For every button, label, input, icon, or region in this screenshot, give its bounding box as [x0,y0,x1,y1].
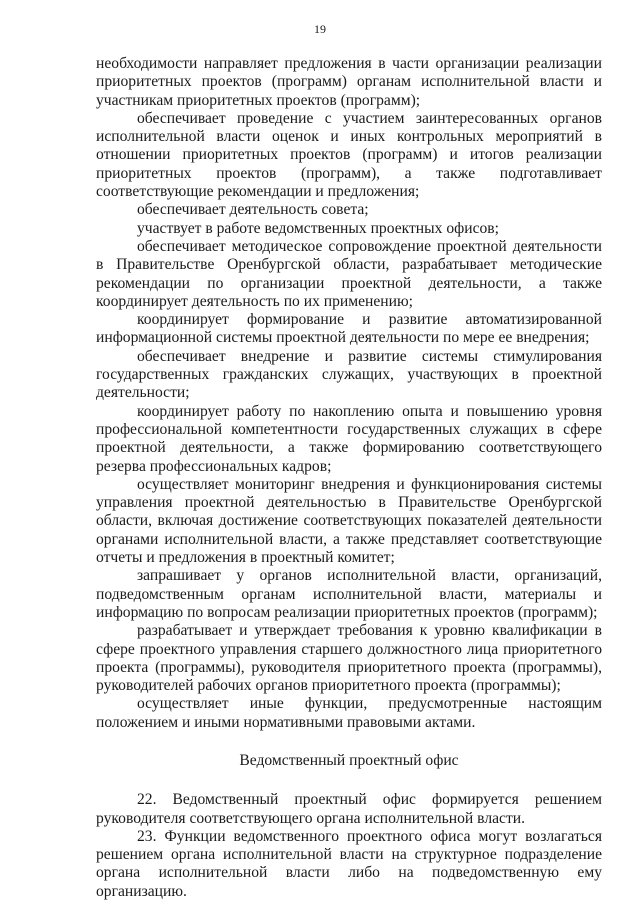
document-body [96,55,602,901]
body-paragraph: необходимости направляет предложения в части организации реализации приоритетных проектов (программ) органам исполнительной власти и участникам приоритетных проектов (программ); [96,55,602,109]
body-paragraph: запрашивает у органов исполнительной власти, организаций, подведомственным органам исполнительной власти, материалы и информацию по вопросам реализации приоритетных проектов (программ); [96,567,602,621]
body-paragraph: разрабатывает и утверждает требования к уровню квалификации в сфере проектного управления старшего должностного лица приоритетного проекта (программы), руководителя приоритетного проекта (программы), руководителей рабочих органов приоритетного проекта (программы); [96,622,602,695]
body-paragraph: 23. Функции ведомственного проектного офиса могут возлагаться решением органа исполнительной власти на структурное подразделение органа исполнительной власти либо на подведомственную ему организацию. [96,827,602,900]
body-paragraph: обеспечивает деятельность совета; [137,201,369,219]
body-paragraph: осуществляет мониторинг внедрения и функционирования системы управления проектной деятельностью в Правительстве Оренбургской области, включая достижение соответствующих показателей деятельности органами исполнительной власти, а также представляет соответствующие отчеты и предложения в проектный комитет; [96,475,602,567]
page-number: 19 [314,22,326,36]
body-paragraph: координирует формирование и развитие автоматизированной информационной системы проектной деятельности по мере ее внедрения; [96,311,602,347]
body-paragraph: координирует работу по накоплению опыта и повышению уровня профессиональной компетентности государственных служащих в сфере проектной деятельности, а также формированию соответствующего резерва профессиональных кадров; [96,402,602,475]
section-heading: Ведомственный проектный офис [239,751,459,769]
body-paragraph: обеспечивает внедрение и развитие системы стимулирования государственных гражданских служащих, участвующих в проектной деятельности; [96,347,602,402]
body-paragraph: осуществляет иные функции, предусмотренные настоящим положением и иными нормативными правовыми актами. [96,695,602,731]
body-paragraph: участвует в работе ведомственных проектных офисов; [137,219,499,237]
body-paragraph: обеспечивает проведение с участием заинтересованных органов исполнительной власти оценок и иных контрольных мероприятий в отношении приоритетных проектов (программ) и итогов реализации приоритетных проектов (программ), а также подготавливает соответствующие рекомендации и предложения; [96,109,602,201]
body-paragraph: 22. Ведомственный проектный офис формируется решением руководителя соответствующего органа исполнительной власти. [96,791,602,827]
body-paragraph: обеспечивает методическое сопровождение проектной деятельности в Правительстве Оренбургской области, разрабатывает методические рекомендации по организации проектной деятельности, а также координирует деятельность по их применению; [96,237,602,310]
